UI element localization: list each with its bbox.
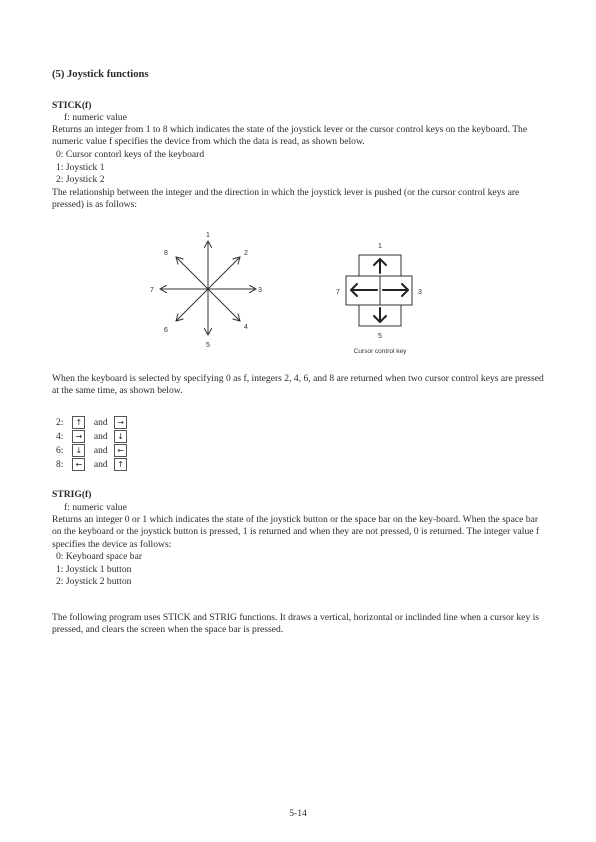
key-left-icon: ← — [72, 458, 85, 471]
arrow-up-icon — [374, 259, 386, 273]
key-down-icon: ↓ — [114, 430, 127, 443]
arrow-dir-8 — [176, 257, 208, 289]
key-label-7: 7 — [336, 289, 340, 296]
section-title: (5) Joystick functions — [52, 69, 149, 80]
stick-relation: The relationship between the integer and the direction in which the joystick lever is pushed (or the cursor control keys are pressed) is as follows: — [52, 187, 520, 211]
cursor-key-caption: Cursor control key — [353, 348, 407, 355]
combo-row: 2: ↑ and → — [56, 416, 127, 430]
dir-label-4: 4 — [244, 324, 248, 331]
strig-device-0: 0: Keyboard space bar — [56, 551, 143, 562]
arrow-left-icon — [351, 284, 377, 296]
program-note: The following program uses STICK and STRIG functions. It draws a vertical, horizontal or inclinded line when a cursor key is pressed, and clears the screen when the space bar is pressed. — [52, 612, 540, 636]
strig-device-1: 1: Joystick 1 button — [56, 564, 132, 575]
dir-label-7: 7 — [150, 287, 154, 294]
combo-row: 6: ↓ and ← — [56, 444, 127, 458]
stick-device-1: 1: Joystick 1 — [56, 162, 105, 173]
strig-heading: STRIG(f) — [52, 489, 92, 500]
dir-label-1: 1 — [206, 232, 210, 239]
key-label-5: 5 — [378, 333, 382, 340]
dir-label-5: 5 — [206, 342, 210, 349]
page-number: 5-14 — [289, 808, 307, 819]
key-left-icon: ← — [114, 444, 127, 457]
key-down-icon: ↓ — [72, 444, 85, 457]
combo-row: 8: ← and ↑ — [56, 458, 127, 472]
arrow-down-icon — [374, 308, 386, 322]
key-label-3: 3 — [418, 289, 422, 296]
key-up-icon: ↑ — [114, 458, 127, 471]
direction-arrows — [160, 241, 256, 335]
joystick-direction-diagram — [140, 225, 460, 365]
dir-label-6: 6 — [164, 327, 168, 334]
key-label-1: 1 — [378, 243, 382, 250]
dir-label-8: 8 — [164, 250, 168, 257]
strig-description: Returns an integer 0 or 1 which indicates the state of the joystick button or the space bar on the key-board. When the space bar on the keyboard or the joystick button is pressed, 1 is returned and when they are not pressed, 0 is returned. The integer value f specifies the device as follows: — [52, 514, 540, 550]
arrow-dir-4 — [208, 289, 240, 321]
strig-device-2: 2: Joystick 2 button — [56, 576, 132, 587]
key-right-icon: → — [114, 416, 127, 429]
keyboard-note: When the keyboard is selected by specifying 0 as f, integers 2, 4, 6, and 8 are returned when two cursor control keys are pressed at the same time, as shown below. — [52, 373, 544, 397]
combo-row: 4: → and ↓ — [56, 430, 127, 444]
arrow-dir-2 — [208, 257, 240, 289]
strig-param: f: numeric value — [64, 502, 127, 513]
key-up-icon: ↑ — [72, 416, 85, 429]
dir-label-3: 3 — [258, 287, 262, 294]
stick-device-2: 2: Joystick 2 — [56, 174, 105, 185]
arrow-right-icon — [383, 284, 408, 296]
stick-param: f: numeric value — [64, 112, 127, 123]
arrow-dir-6 — [176, 289, 208, 321]
key-right-icon: → — [72, 430, 85, 443]
dir-label-2: 2 — [244, 250, 248, 257]
stick-description: Returns an integer from 1 to 8 which indicates the state of the joystick lever or the cursor control keys on the keyboard. The numeric value f specifies the device from which the data is read, as shown below. — [52, 124, 528, 148]
stick-heading: STICK(f) — [52, 100, 92, 111]
stick-device-0: 0: Cursor contorl keys of the keyboard — [56, 149, 205, 160]
